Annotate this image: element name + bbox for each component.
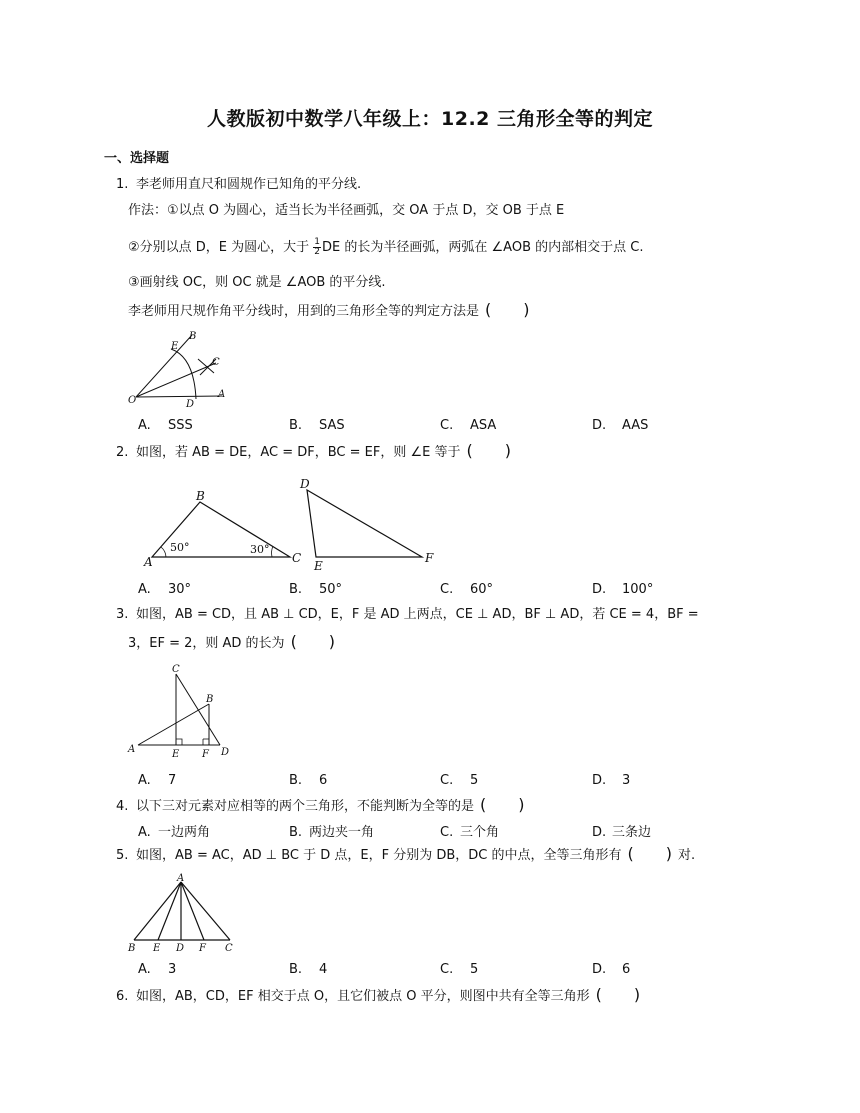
question-1-prompt	[128, 302, 530, 320]
triangle-def	[307, 490, 422, 557]
q5-option-c	[440, 962, 478, 977]
q4-option-b	[289, 821, 374, 840]
question-number: 2.	[116, 445, 129, 460]
q1-option-a	[138, 418, 193, 433]
label-a: A	[177, 873, 185, 884]
q2-option-d	[592, 582, 653, 597]
option-letter: A.	[138, 582, 151, 597]
figure-perpendicular	[124, 662, 234, 760]
label-e: E	[172, 749, 180, 760]
answer-blank: ( )	[480, 795, 525, 814]
label-c: C	[225, 943, 233, 954]
question-text: 3，EF = 2，则 AD 的长为	[128, 636, 285, 651]
label-a: A	[128, 744, 136, 755]
angle-c-label: 30°	[250, 543, 270, 556]
question-text: 如图，AB，CD，EF 相交于点 O，且它们被点 O 平分，则图中共有全等三角形	[136, 989, 590, 1004]
option-text: 30°	[168, 582, 192, 597]
question-number: 1.	[116, 177, 129, 192]
option-letter: B.	[289, 773, 303, 788]
answer-blank: ( )	[466, 441, 511, 460]
option-text: 三个角	[460, 825, 500, 840]
option-text: 7	[168, 773, 177, 788]
segment-ab	[134, 882, 181, 940]
question-1-step3: ③画射线 OC，则 OC 就是 ∠AOB 的平分线.	[128, 275, 386, 290]
q4-option-d	[592, 821, 651, 840]
option-text: 100°	[622, 582, 654, 597]
q5-option-b	[289, 962, 327, 977]
question-4-stem	[116, 797, 525, 815]
option-letter: B.	[289, 582, 303, 597]
question-number: 3.	[116, 607, 129, 622]
question-1-stem	[116, 177, 361, 193]
question-6-stem	[116, 987, 640, 1005]
question-text: 如图，AB = CD，且 AB ⊥ CD，E，F 是 AD 上两点，CE ⊥ AD，BF ⊥ AD，若 CE = 4，BF =	[136, 607, 699, 622]
question-5-stem	[116, 846, 695, 864]
option-letter: A.	[138, 773, 151, 788]
option-letter: A.	[138, 962, 151, 977]
segment-cd	[176, 674, 220, 745]
label-o: O	[128, 395, 137, 406]
q4-option-a	[138, 821, 210, 840]
question-1-step2	[128, 238, 643, 257]
fraction-denominator: 2	[314, 247, 321, 257]
label-b: B	[189, 331, 197, 342]
answer-blank: ( )	[290, 632, 336, 651]
fraction-numerator: 1	[314, 237, 321, 247]
question-2-stem	[116, 443, 511, 461]
option-text: 3	[622, 773, 631, 788]
question-1-step1	[128, 203, 564, 219]
label-d: D	[186, 399, 195, 409]
option-text: 5	[470, 773, 479, 788]
q1-option-c	[440, 418, 496, 433]
answer-blank: ( )	[595, 985, 641, 1004]
segment-ae	[158, 882, 181, 940]
option-text: 一边两角	[158, 825, 211, 840]
option-letter: C.	[440, 582, 454, 597]
option-text: SAS	[319, 418, 345, 433]
document-title: 人教版初中数学八年级上：12.2 三角形全等的判定	[207, 108, 653, 130]
ray-oc	[136, 363, 216, 397]
ray-ob	[136, 335, 192, 397]
label-e: E	[314, 559, 323, 572]
question-text: 如图，AB = AC，AD ⊥ BC 于 D 点，E，F 分别为 DB，DC 的中点，全等三角形有	[136, 848, 622, 863]
ray-oa	[136, 396, 222, 397]
angle-a-arc	[161, 547, 166, 557]
question-3-stem-line2	[128, 634, 335, 652]
label-d: D	[300, 477, 310, 491]
option-text: SSS	[168, 418, 193, 433]
label-e: E	[171, 341, 179, 352]
option-letter: D.	[592, 773, 607, 788]
step-text: ②分别以点 D，E 为圆心，大于	[128, 240, 310, 255]
q2-option-a	[138, 582, 191, 597]
option-letter: C.	[440, 418, 454, 433]
segment-ac	[181, 882, 230, 940]
label-c: C	[212, 357, 220, 368]
label-e: E	[153, 943, 161, 954]
angle-c-arc	[272, 546, 273, 557]
option-text: 6	[622, 962, 631, 977]
option-text: AAS	[622, 418, 649, 433]
question-number: 6.	[116, 989, 129, 1004]
option-text: 4	[319, 962, 328, 977]
option-text: ASA	[470, 418, 497, 433]
label-a: A	[218, 389, 226, 400]
q3-option-d	[592, 773, 630, 788]
question-3-stem-line1	[116, 607, 699, 623]
right-angle-e	[176, 739, 182, 745]
answer-blank: ( )	[627, 844, 672, 863]
option-text: 两边夹一角	[309, 825, 375, 840]
q3-option-b	[289, 773, 327, 788]
angle-a-label: 50°	[170, 541, 190, 554]
label-b: B	[128, 943, 136, 954]
option-letter: D.	[592, 825, 607, 840]
q2-option-b	[289, 582, 342, 597]
label-c: C	[172, 664, 180, 675]
label-f: F	[202, 749, 209, 760]
label-f: F	[199, 943, 206, 954]
option-text: 3	[168, 962, 177, 977]
q3-option-c	[440, 773, 478, 788]
fraction	[313, 238, 321, 257]
option-text: 5	[470, 962, 479, 977]
step-text: ①以点 O 为圆心，适当长为半径画弧，交 OA 于点 D，交 OB 于点 E	[167, 203, 565, 218]
question-number: 4.	[116, 799, 129, 814]
question-tail: 对.	[677, 848, 696, 863]
option-letter: D.	[592, 582, 607, 597]
question-text: 如图，若 AB = DE，AC = DF，BC = EF，则 ∠E 等于	[136, 445, 461, 460]
step-text: DE 的长为半径画弧，两弧在 ∠AOB 的内部相交于点 C.	[322, 240, 644, 255]
arc-de	[171, 349, 196, 399]
option-letter: A.	[138, 825, 151, 840]
option-letter: B.	[289, 825, 303, 840]
option-letter: A.	[138, 418, 151, 433]
option-text: 50°	[319, 582, 343, 597]
label-f: F	[425, 551, 434, 565]
section-heading: 一、选择题	[104, 151, 170, 166]
label-b: B	[196, 489, 205, 503]
figure-angle-bisector	[122, 327, 232, 409]
figure-two-triangles	[140, 472, 440, 572]
option-text: 6	[319, 773, 328, 788]
q5-option-a	[138, 962, 176, 977]
label-b: B	[206, 694, 214, 705]
q1-option-d	[592, 418, 648, 433]
option-text: 60°	[470, 582, 494, 597]
option-letter: B.	[289, 418, 303, 433]
question-text: 李老师用尺规作角平分线时，用到的三角形全等的判定方法是	[128, 304, 480, 319]
answer-blank: ( )	[485, 300, 530, 319]
label-a: A	[144, 555, 153, 569]
question-number: 5.	[116, 848, 129, 863]
label-d: D	[176, 943, 185, 954]
q2-option-c	[440, 582, 493, 597]
label-d: D	[221, 747, 230, 758]
option-letter: C.	[440, 962, 454, 977]
option-letter: C.	[440, 825, 454, 840]
method-label: 作法：	[128, 203, 168, 218]
option-text: 三条边	[612, 825, 652, 840]
option-letter: B.	[289, 962, 303, 977]
figure-isosceles	[124, 872, 240, 956]
q4-option-c	[440, 821, 499, 840]
label-c: C	[292, 551, 302, 565]
q1-option-b	[289, 418, 345, 433]
option-letter: D.	[592, 418, 607, 433]
question-text: 李老师用直尺和圆规作已知角的平分线.	[136, 177, 362, 192]
segment-af	[181, 882, 204, 940]
q3-option-a	[138, 773, 176, 788]
option-letter: C.	[440, 773, 454, 788]
option-letter: D.	[592, 962, 607, 977]
question-text: 以下三对元素对应相等的两个三角形，不能判断为全等的是	[136, 799, 475, 814]
q5-option-d	[592, 962, 630, 977]
